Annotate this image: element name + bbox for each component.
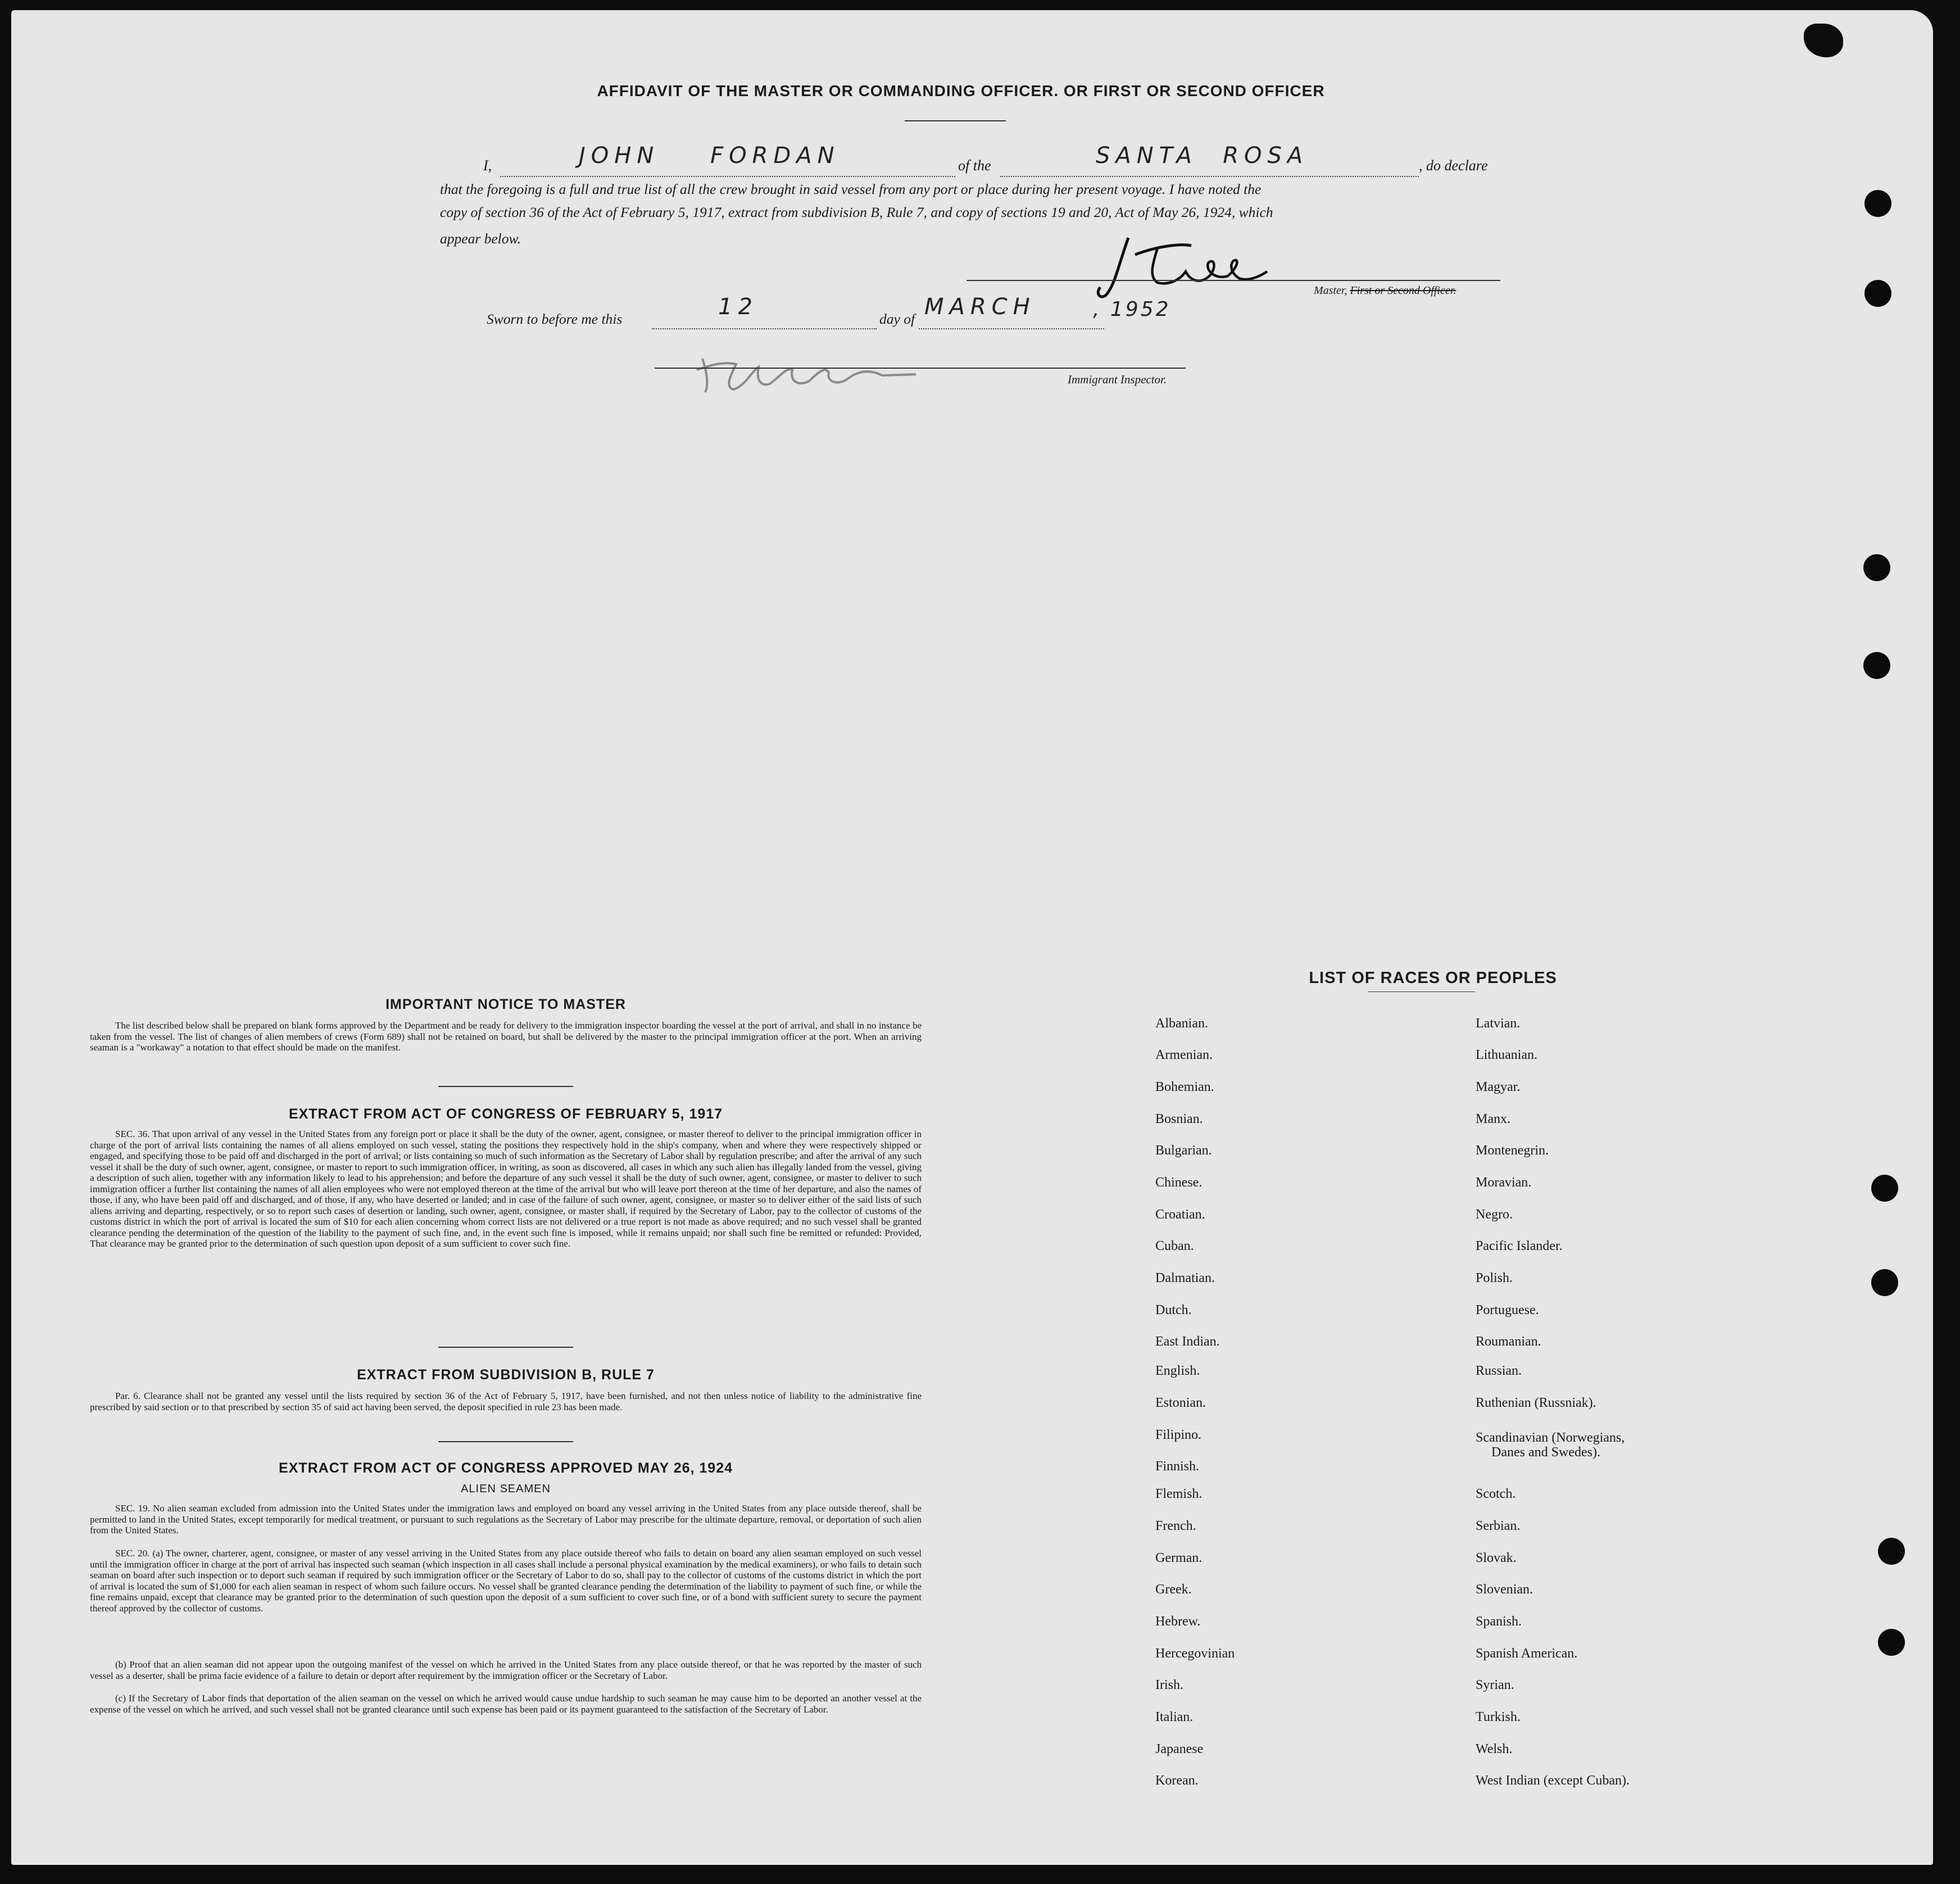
divider-1	[438, 1086, 573, 1087]
affidavit-body-line-3: copy of section 36 of the Act of February 5, 1917, extract from subdivision B, Rule 7, and copy of sections 19 and 20, Act of May 26, 1924, which	[440, 204, 1273, 220]
divider-2	[438, 1347, 573, 1348]
race-item: Dalmatian.	[1155, 1271, 1215, 1285]
extract-1917-title: EXTRACT FROM ACT OF CONGRESS OF FEBRUARY 5, 1917	[288, 1106, 723, 1122]
master-signature	[1096, 232, 1287, 305]
race-item: Spanish.	[1476, 1614, 1522, 1629]
sworn-day-line	[652, 328, 877, 329]
extract-1924-title: EXTRACT FROM ACT OF CONGRESS APPROVED MAY 26, 1924	[278, 1460, 733, 1476]
race-item: Lithuanian.	[1476, 1048, 1537, 1062]
race-item: Italian.	[1155, 1710, 1194, 1724]
extract-rule7-title: EXTRACT FROM SUBDIVISION B, RULE 7	[357, 1367, 655, 1383]
race-item: Greek.	[1155, 1582, 1192, 1597]
race-item: Negro.	[1476, 1207, 1513, 1222]
race-item: Pacific Islander.	[1476, 1239, 1563, 1253]
race-item: Dutch.	[1155, 1303, 1192, 1317]
race-item: Filipino.	[1155, 1428, 1202, 1442]
race-item: Armenian.	[1155, 1048, 1213, 1062]
race-item: Russian.	[1476, 1364, 1522, 1378]
affidavit-body-line-2: that the foregoing is a full and true list of all the crew brought in said vessel from any port or place during her present voyage. I have noted the	[440, 181, 1262, 197]
vessel-name: SANTA ROSA	[1096, 143, 1309, 169]
punch-hole	[1878, 1538, 1905, 1565]
race-item: East Indian.	[1155, 1334, 1220, 1349]
race-item: Montenegrin.	[1476, 1143, 1549, 1158]
race-item: Scandinavian (Norwegians,	[1476, 1430, 1625, 1445]
race-item: Irish.	[1155, 1678, 1183, 1692]
torn-corner-mark	[1804, 24, 1843, 57]
struck-officer-label: First or Second Officer.	[1350, 284, 1457, 297]
races-title-underline	[1368, 991, 1475, 992]
race-item: Roumanian.	[1476, 1334, 1541, 1349]
race-item: Slovak.	[1476, 1551, 1517, 1565]
punch-hole	[1863, 652, 1890, 679]
race-item: Korean.	[1155, 1773, 1199, 1788]
race-item: Flemish.	[1155, 1487, 1203, 1501]
document-page	[11, 10, 1933, 1865]
vessel-name-line	[1000, 176, 1419, 177]
race-item: Serbian.	[1476, 1519, 1521, 1533]
race-item: Cuban.	[1155, 1239, 1194, 1253]
extract-rule7-text: Par. 6. Clearance shall not be granted any vessel until the lists required by section 36 of the Act of February 5, 1917, have been furnished, and not then unless notice of liability to the administrative fine prescribed by said section or to that prescribed by section 35 of said act having been served, the deposit specified in rule 23 has been made.	[90, 1391, 922, 1412]
race-item: Ruthenian (Russniak).	[1476, 1396, 1596, 1410]
race-item: Chinese.	[1155, 1175, 1203, 1190]
affidavit-i-prefix: I,	[483, 157, 492, 174]
race-item: Japanese	[1155, 1742, 1204, 1756]
extract-1924-sec20c: (c) If the Secretary of Labor finds that deportation of the alien seaman on the vessel on which he arrived would cause undue hardship to such seaman he may cause him to be deported an another vessel at the expense of the vessel on which he arrived, and such vessel shall not be granted clearance until such expense has been paid or its payment guaranteed to the satisfaction of the Secretary of Labor.	[90, 1693, 922, 1715]
race-item: English.	[1155, 1364, 1200, 1378]
race-item: Slovenian.	[1476, 1582, 1533, 1597]
race-item: Manx.	[1476, 1112, 1510, 1126]
race-item: Moravian.	[1476, 1175, 1532, 1190]
extract-1924-sec19: SEC. 19. No alien seaman excluded from admission into the United States under the immigration laws and employed on board any vessel arriving in the United States from any place outside thereof, shall be permitted to land in the United States, except temporarily for medical treatment, or pursuant to such regulations as the Secretary of Labor may prescribe for the ultimate departure, removal, or deportation of such alien from the United States.	[90, 1503, 922, 1536]
notice-text: The list described below shall be prepared on blank forms approved by the Department and be ready for delivery to the immigration inspector boarding the vessel at the port of arrival, and shall in no instance be taken from the vessel. The list of changes of alien members of crews (Form 689) shall not be retained on board, but shall be delivered by the master to the principal immigration officer at the port. When an arriving seaman is a "workaway" a notation to that effect should be made on the manifest.	[90, 1020, 922, 1053]
inspector-signature-line	[655, 368, 1186, 369]
race-item: Syrian.	[1476, 1678, 1514, 1692]
race-item: Welsh.	[1476, 1742, 1513, 1756]
race-item: Finnish.	[1155, 1459, 1200, 1474]
race-item: Magyar.	[1476, 1080, 1521, 1094]
race-item: Bosnian.	[1155, 1112, 1203, 1126]
race-item: Portuguese.	[1476, 1303, 1539, 1317]
of-the-label: of the	[958, 157, 991, 174]
extract-1924-sec20a: SEC. 20. (a) The owner, charterer, agent, consignee, or master of any vessel arriving in the United States from any place outside thereof who fails to detain on board any alien seaman employed on such vessel until the immigration officer in charge at the port of arrival has inspected such seaman (which inspection in all cases shall include a personal physical examination by the medical examiners), or who fails to detain such seaman on board after such inspection or to deport such seaman if required by such immigration officer or the Secretary of Labor to do so, shall pay to the collector of customs of the customs district in which the port of arrival is located the sum of $1,000 for each alien seaman in respect of whom such failure occurs. No vessel shall be granted clearance pending the determination of the liability to payment of such fine, or while the fine remains unpaid, except that clearance may be granted prior to the determination of such question upon the deposit of a sum sufficient to cover such fine, or of a bond with sufficient surety to secure the payment thereof approved by the collector of customs.	[90, 1548, 922, 1614]
inspector-label: Immigrant Inspector.	[1068, 373, 1167, 386]
extract-1924-subtitle: ALIEN SEAMEN	[461, 1483, 551, 1495]
punch-hole	[1864, 280, 1891, 307]
sworn-day: 12	[718, 294, 758, 320]
master-label-text: Master,	[1314, 284, 1348, 297]
master-name-line	[500, 176, 955, 177]
race-item: Turkish.	[1476, 1710, 1521, 1724]
affidavit-title: AFFIDAVIT OF THE MASTER OR COMMANDING OFFICER. OR FIRST OR SECOND OFFICER	[597, 82, 1325, 99]
divider-3	[438, 1441, 573, 1442]
race-item: German.	[1155, 1551, 1203, 1565]
race-item: Hebrew.	[1155, 1614, 1201, 1629]
race-item: Hercegovinian	[1155, 1646, 1235, 1661]
master-signature-line	[967, 280, 1500, 281]
race-item: Spanish American.	[1476, 1646, 1578, 1661]
inspector-signature	[691, 336, 927, 404]
race-item: Croatian.	[1155, 1207, 1205, 1222]
race-item: Bohemian.	[1155, 1080, 1214, 1094]
notice-title: IMPORTANT NOTICE TO MASTER	[385, 997, 626, 1012]
race-item: Polish.	[1476, 1271, 1513, 1285]
sworn-prefix: Sworn to before me this	[487, 311, 623, 327]
title-underline	[905, 120, 1006, 121]
sworn-year: , 1952	[1093, 298, 1171, 321]
race-item: Latvian.	[1476, 1016, 1521, 1031]
races-title: LIST OF RACES OR PEOPLES	[1309, 969, 1557, 987]
affidavit-body-line-4: appear below.	[440, 230, 521, 247]
day-of-label: day of	[879, 311, 915, 327]
race-item: Albanian.	[1155, 1016, 1208, 1031]
master-name: JOHN FORDAN	[579, 143, 840, 169]
extract-1917-text: SEC. 36. That upon arrival of any vessel in the United States from any foreign port or place it shall be the duty of the owner, agent, consignee, or master thereof to deliver to the principal immigration officer in charge of the port of arrival lists containing the names of all aliens employed on such vessel, stating the positions they respectively hold in the ship's company, when and where they were respectively shipped or engaged, and specifying those to be paid off and discharged in the port of arrival; or lists containing so much of such information as the Secretary of Labor shall by regulation prescribe; and after the arrival of any such vessel it shall be the duty of such owner, agent, consignee, or master to report to such immigration officer, in writing, as soon as discovered, all cases in which any such alien has illegally landed from the vessel, giving a description of such alien, together with any information likely to lead to his apprehension; and before the departure of any such vessel it shall be the duty of such owner, agent, consignee, or master to deliver to such immigration officer a further list containing the names of all alien employees who were not employed thereon at the time of the arrival but who will leave port thereon at the time of her departure, and also the names of those, if any, who have been paid off and discharged, and of those, if any, who have deserted or landed; and in case of the failure of such owner, agent, consignee, or master so to deliver either of the said lists of such aliens arriving and departing, respectively, or so to report such cases of desertion or landing, such owner, agent, consignee, or master shall, if required by the Secretary of Labor, pay to the collector of customs of the customs district in which the port of arrival is located the sum of $10 for each alien concerning whom correct lists are not delivered or a true report is not made as above required; and no such vessel shall be granted clearance pending the determination of the question of the liability to the payment of such fine, and, in the event such fine is imposed, while it remains unpaid; nor shall such fine be remitted or refunded: Provided, That clearance may be granted prior to the determination of such question upon deposit of a sum sufficient to cover such fine.	[90, 1129, 922, 1249]
race-item: Danes and Swedes).	[1491, 1445, 1600, 1460]
sworn-month-line	[919, 328, 1104, 329]
race-item: Bulgarian.	[1155, 1143, 1212, 1158]
punch-hole	[1864, 190, 1891, 217]
master-label	[1314, 284, 1456, 297]
do-declare-label: , do declare	[1419, 157, 1488, 174]
punch-hole	[1871, 1175, 1898, 1202]
race-item: Estonian.	[1155, 1396, 1206, 1410]
race-item: West Indian (except Cuban).	[1476, 1773, 1630, 1788]
race-item: Scotch.	[1476, 1487, 1516, 1501]
punch-hole	[1863, 554, 1890, 581]
punch-hole	[1878, 1629, 1905, 1656]
punch-hole	[1871, 1269, 1898, 1296]
race-item: French.	[1155, 1519, 1196, 1533]
extract-1924-sec20b: (b) Proof that an alien seaman did not appear upon the outgoing manifest of the vessel on which he arrived in the United States from any place outside thereof, or that he was reported by the master of such vessel as a deserter, shall be prima facie evidence of a failure to detain or deport after requirement by the immigration officer or the Secretary of Labor.	[90, 1659, 922, 1681]
sworn-month: MARCH	[924, 294, 1036, 320]
